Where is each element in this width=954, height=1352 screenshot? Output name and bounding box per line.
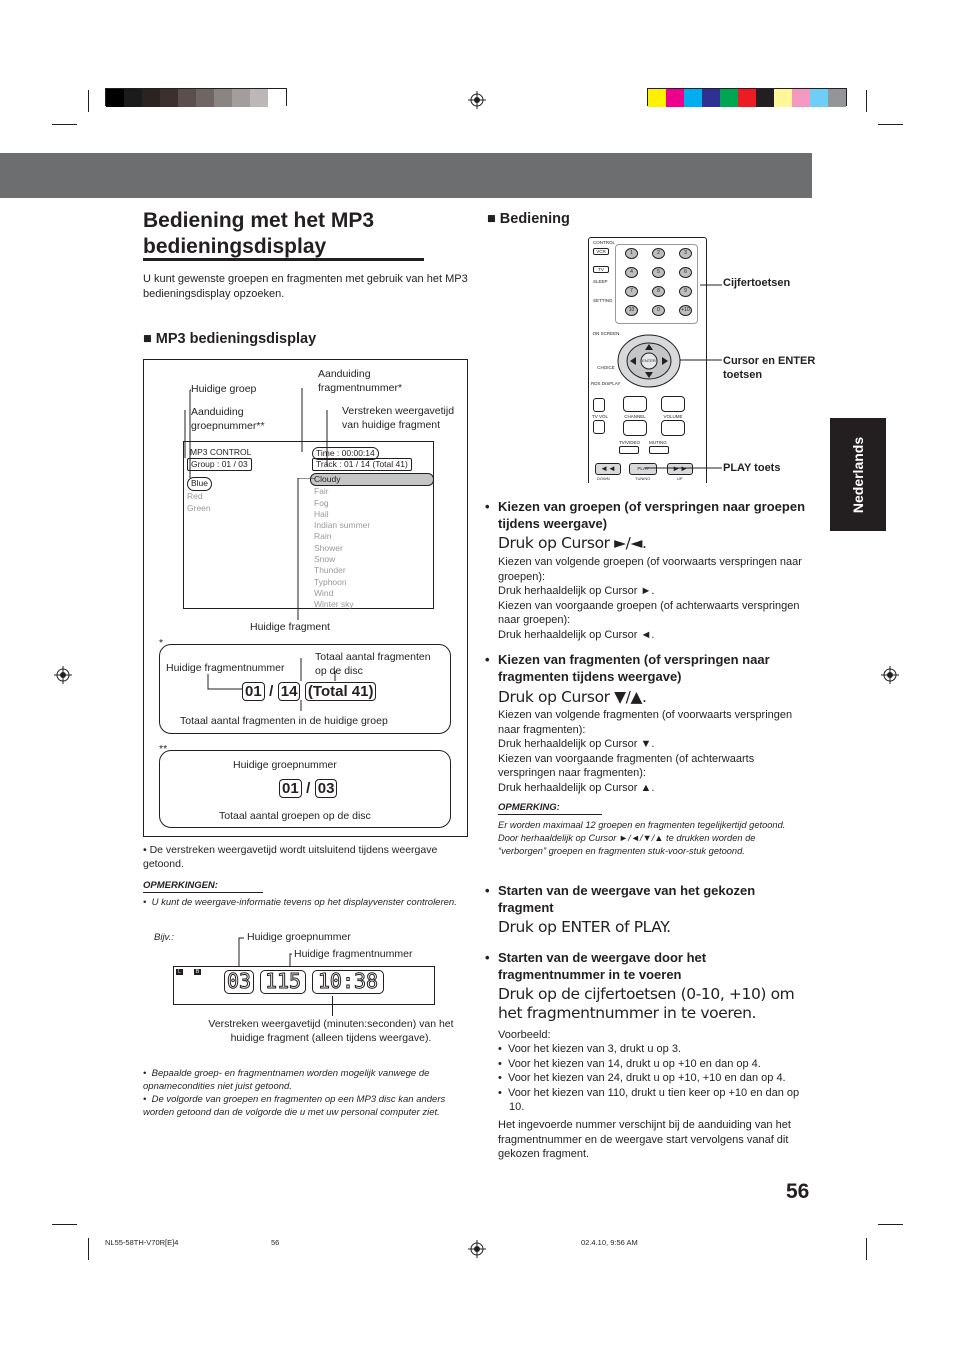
number-key: +10 xyxy=(679,305,692,316)
disc-track-total-value: (Total 41) xyxy=(305,682,377,701)
label-huidige-groep: Huidige groep xyxy=(191,383,257,395)
label-verstreken: Verstreken weergavetijd van huidige fragment xyxy=(342,405,455,431)
label-lcd-fragment: Huidige fragmentnummer xyxy=(294,948,413,960)
crop-mark xyxy=(866,90,867,112)
footnote-mark: ** xyxy=(159,743,168,755)
remote-label: UP xyxy=(677,476,683,481)
label-huidige-fragment: Huidige fragment xyxy=(250,621,330,633)
rewind-button: ◄◄ xyxy=(595,463,621,475)
number-key: 7 xyxy=(625,286,638,297)
remote-label: CHOICE xyxy=(597,365,615,370)
remote-label: TV/VIDEO xyxy=(619,440,641,445)
lcd-indicator: B xyxy=(195,969,200,975)
tv-vol-button xyxy=(593,398,605,412)
registration-mark-icon xyxy=(468,1240,486,1258)
header-band xyxy=(0,153,812,198)
note-text: U kunt de weergave-informatie tevens op het displayvenster controleren. xyxy=(151,897,457,908)
number-key: 1 xyxy=(625,248,638,259)
color-swatch xyxy=(178,89,196,107)
section-heading: ■ Bediening xyxy=(487,211,570,227)
step-heading-text: Kiezen van fragmenten (of verspringen naar fragmenten tijdens weergave) xyxy=(498,652,770,684)
remote-label: VOLUME xyxy=(663,414,683,419)
step-heading-text: Starten van de weergave door het fragmentnummer in te voeren xyxy=(498,950,707,982)
screen-header: MP3 CONTROL xyxy=(190,447,252,457)
number-key: 3 xyxy=(679,248,692,259)
color-swatch xyxy=(250,89,268,107)
label-cijfertoetsen: Cijfertoetsen xyxy=(723,277,791,289)
group-track-total-value: 14 xyxy=(278,682,301,701)
step-heading-text: Starten van de weergave van het gekozen fragment xyxy=(498,883,756,915)
notes-rule xyxy=(498,814,602,815)
track-list-item: Thunder xyxy=(314,565,346,576)
step-body xyxy=(498,555,808,642)
language-tab-label: Nederlands xyxy=(850,436,866,513)
number-key: 6 xyxy=(679,267,692,278)
color-swatch xyxy=(738,89,756,107)
body-line: Kiezen van voorgaande fragmenten (of achterwaarts verspringen naar fragmenten): xyxy=(498,752,755,779)
registration-mark-icon xyxy=(468,91,486,109)
track-list-item: Typhoon xyxy=(314,576,347,587)
number-key: 5 xyxy=(652,267,665,278)
color-swatch xyxy=(232,89,250,107)
group-list-item: Blue xyxy=(187,477,212,491)
tv-vol-down-button xyxy=(593,420,605,434)
step-heading-text: Kiezen van groepen (of verspringen naar groepen tijdens weergave) xyxy=(498,499,806,531)
color-bar xyxy=(647,88,847,106)
number-key: 2 xyxy=(652,248,665,259)
title-line: bedieningsdisplay xyxy=(143,235,327,258)
example-item: • Voor het kiezen van 3, drukt u op 3. xyxy=(498,1043,682,1055)
screen-group-readout: Group : 01 / 03 xyxy=(187,458,252,471)
screen-track-readout: Track : 01 / 14 (Total 41) xyxy=(312,458,412,471)
notes-title: OPMERKINGEN: xyxy=(143,880,218,891)
body-line: Druk herhaaldelijk op Cursor ►. xyxy=(498,585,655,597)
crop-mark xyxy=(88,90,89,112)
remote-label: CHANNEL xyxy=(624,414,646,419)
callout-line xyxy=(290,478,320,623)
label-totaal-groepen: Totaal aantal groepen op de disc xyxy=(219,810,371,822)
step-heading: • Starten van de weergave door het fragmentnummer in te voeren xyxy=(485,949,805,983)
color-swatch xyxy=(142,89,160,107)
color-swatch xyxy=(214,89,232,107)
body-line: Druk herhaaldelijk op Cursor ▼. xyxy=(498,738,655,750)
label-totaal-disc: Totaal aantal fragmenten op de disc xyxy=(315,651,431,677)
screen-track-list xyxy=(310,473,434,611)
page-number: 56 xyxy=(786,1180,810,1203)
number-key: 4 xyxy=(625,267,638,278)
group-total-value: 03 xyxy=(315,779,338,798)
step-instruction: Druk op de cijfertoetsen (0-10, +10) om het fragmentnummer in te voeren. xyxy=(498,985,795,1022)
callout-lines xyxy=(200,656,400,712)
lcd-indicator: L xyxy=(176,969,183,975)
crop-mark xyxy=(866,1238,867,1260)
note-item: • Bepaalde groep- en fragmentnamen worden mogelijk vanwege de opnamecondities niet juist getoond. xyxy=(143,1068,430,1092)
color-swatch xyxy=(684,89,702,107)
section-heading: ■ MP3 bedieningsdisplay xyxy=(143,331,317,347)
bullet-note: • De verstreken weergavetijd wordt uitsluitend tijdens weergave getoond. xyxy=(143,844,438,870)
track-list-item: Hail xyxy=(314,508,329,519)
color-swatch xyxy=(810,89,828,107)
fast-forward-button: ►► xyxy=(667,463,693,475)
label-lcd-verstreken: Verstreken weergavetijd (minuten:seconden) van het huidige fragment (alleen tijdens weergave). xyxy=(208,1018,454,1044)
color-swatch xyxy=(828,89,846,107)
step-heading: • Kiezen van groepen (of verspringen naar groepen tijdens weergave) xyxy=(485,499,806,531)
track-list-item: Snow xyxy=(314,554,336,565)
page-title xyxy=(143,208,374,260)
color-swatch xyxy=(702,89,720,107)
track-list-item: Fog xyxy=(314,497,329,508)
number-key: 10 xyxy=(625,305,638,316)
color-swatch xyxy=(756,89,774,107)
title-line: Bediening met het MP3 xyxy=(143,209,375,232)
notes-rule xyxy=(143,892,263,893)
label-huidige-groepnummer: Huidige groepnummer xyxy=(233,759,337,771)
callout-lines xyxy=(236,935,306,970)
color-swatch xyxy=(268,89,286,107)
track-list-item: Indian summer xyxy=(314,520,371,531)
label-huidige-fragmentnummer: Huidige fragmentnummer xyxy=(166,662,285,674)
label-aanduiding-fragment: Aanduiding fragmentnummer* xyxy=(318,368,403,394)
remote-label: CONTROL xyxy=(593,240,616,245)
callout-line xyxy=(332,996,333,1016)
separator: / xyxy=(269,683,274,700)
crop-mark xyxy=(52,1224,77,1225)
note-item: • De volgorde van groepen en fragmenten op een MP3 disc kan anders worden getoond dan de volgorde die u met uw personal computer ziet. xyxy=(143,1094,446,1118)
title-underline xyxy=(143,258,424,261)
screen-time-readout: Time : 00:00:14 xyxy=(312,447,379,460)
step-instruction: Druk op ENTER of PLAY. xyxy=(498,918,671,936)
label-lcd-groep: Huidige groepnummer xyxy=(247,931,351,943)
note-text: Er worden maximaal 12 groepen en fragmenten tegelijkertijd getoond. Door herhaaldelijk op Cursor ►/◄/▼/▲ te drukken worden de “verborgen” groepen en fragmenten stuk-voor-stuk getoond. xyxy=(498,820,786,856)
group-list-item: Red xyxy=(187,491,203,501)
lcd-track-digits: 115 xyxy=(260,970,306,994)
body-line: Kiezen van volgende fragmenten (of voorwaarts verspringen naar fragmenten): xyxy=(498,709,793,736)
enter-label: ENTER xyxy=(642,358,656,363)
remote-label: RDS DISPLAY xyxy=(591,381,621,386)
footer-code: NL55-58TH-V70R[E]4 xyxy=(105,1238,179,1247)
crop-mark xyxy=(878,124,903,125)
color-swatch xyxy=(792,89,810,107)
group-number-box xyxy=(159,750,451,828)
body-line: Druk herhaaldelijk op Cursor ▲. xyxy=(498,781,655,794)
gray-color-bar xyxy=(105,88,287,106)
number-key: 9 xyxy=(679,286,692,297)
color-swatch xyxy=(774,89,792,107)
label-totaal-groep: Totaal aantal fragmenten in de huidige groep xyxy=(180,715,388,727)
body-line: Kiezen van volgende groepen (of voorwaarts verspringen naar groepen): xyxy=(498,556,802,583)
callout-lines xyxy=(640,280,725,475)
footnote-mark: * xyxy=(159,637,164,649)
example-item: • Voor het kiezen van 24, drukt u op +10, +10 en dan op 4. xyxy=(498,1072,786,1084)
current-group-value: 01 xyxy=(279,779,302,798)
footer-date: 02.4.10, 9:56 AM xyxy=(581,1238,638,1247)
group-list-item: Green xyxy=(187,502,211,513)
play-button: PLAY xyxy=(629,463,657,475)
label-play-toets: PLAY toets xyxy=(723,462,781,474)
track-list-item: Fair xyxy=(314,486,329,497)
tv-video-button xyxy=(619,446,639,454)
lcd-time-digits: 10:38 xyxy=(312,970,384,994)
language-tab xyxy=(830,418,886,531)
body-line: Kiezen van voorgaande groepen (of achterwaarts verspringen naar groepen): xyxy=(498,599,800,626)
note-text: Bepaalde groep- en fragmentnamen worden mogelijk vanwege de opnamecondities niet juist getoond. xyxy=(143,1068,430,1092)
remote-label: SETTING xyxy=(593,298,613,303)
remote-label: SLEEP xyxy=(593,279,608,284)
remote-label: ON SCREEN xyxy=(592,331,620,336)
color-swatch xyxy=(648,89,666,107)
example-label: Voorbeeld: xyxy=(498,1029,551,1041)
example-label: Bijv.: xyxy=(154,932,174,943)
remote-label: TV VOL xyxy=(591,414,608,419)
track-list-item: Winter sky xyxy=(314,599,354,610)
track-list-item: Rain xyxy=(314,531,332,542)
label-cursor-enter: Cursor en ENTER toetsen xyxy=(723,355,816,381)
remote-label: TUNING xyxy=(635,476,651,481)
number-key: 8 xyxy=(652,286,665,297)
note-item: • U kunt de weergave-informatie tevens op het displayvenster controleren. xyxy=(143,897,457,908)
color-swatch xyxy=(124,89,142,107)
separator: / xyxy=(306,780,311,797)
example-item: • Voor het kiezen van 14, drukt u op +10 en dan op 4. xyxy=(498,1057,761,1070)
label-aanduiding-groep: Aanduiding groepnummer** xyxy=(191,406,265,432)
notes-title: OPMERKING: xyxy=(498,802,560,813)
registration-mark-icon xyxy=(881,666,899,684)
screen-group-list xyxy=(187,473,212,514)
example-list xyxy=(498,1042,813,1115)
remote-label: MUTING xyxy=(649,440,667,445)
front-display-panel xyxy=(173,966,435,1005)
current-track-value: 01 xyxy=(242,682,265,701)
color-swatch xyxy=(160,89,178,107)
step-outro: Het ingevoerde nummer verschijnt bij de aanduiding van het fragmentnummer en de weergave start vervolgens vanaf dit gekozen fragment. xyxy=(498,1119,791,1160)
step-heading: • Kiezen van fragmenten (of verspringen naar fragmenten tijdens weergave) xyxy=(485,651,805,685)
footer-page: 56 xyxy=(271,1238,280,1247)
track-list-item: Wind xyxy=(314,587,334,598)
registration-mark-icon xyxy=(54,666,72,684)
crop-mark xyxy=(52,124,77,125)
step-instruction: Druk op Cursor ▼/▲. xyxy=(498,688,647,706)
example-item: • Voor het kiezen van 110, drukt u tien keer op +10 en dan op 10. xyxy=(498,1086,800,1113)
color-swatch xyxy=(196,89,214,107)
step-body xyxy=(498,708,808,795)
track-list-item: Shower xyxy=(314,542,343,553)
track-list-item: Cloudy xyxy=(310,473,434,486)
crop-mark xyxy=(878,1224,903,1225)
color-swatch xyxy=(720,89,738,107)
step-instruction: Druk op Cursor ►/◄. xyxy=(498,534,647,552)
remote-label: DOWN xyxy=(597,476,610,481)
vcr-button: VCR xyxy=(593,248,609,255)
body-line: Druk herhaaldelijk op Cursor ◄. xyxy=(498,628,655,641)
color-swatch xyxy=(106,89,124,107)
color-swatch xyxy=(666,89,684,107)
number-key: 0 xyxy=(652,305,665,316)
lcd-group-digits: 03 xyxy=(224,970,254,994)
crop-mark xyxy=(88,1238,89,1260)
group-readout xyxy=(279,779,337,798)
tv-button: TV xyxy=(593,266,609,273)
note-text: De volgorde van groepen en fragmenten op een MP3 disc kan anders worden getoond dan de volgorde die u met uw personal computer ziet. xyxy=(143,1094,446,1118)
step-heading: • Starten van de weergave van het gekozen fragment xyxy=(485,882,805,916)
intro-text: U kunt gewenste groepen en fragmenten met gebruik van het MP3 bedieningsdisplay opzoeken. xyxy=(143,273,468,300)
